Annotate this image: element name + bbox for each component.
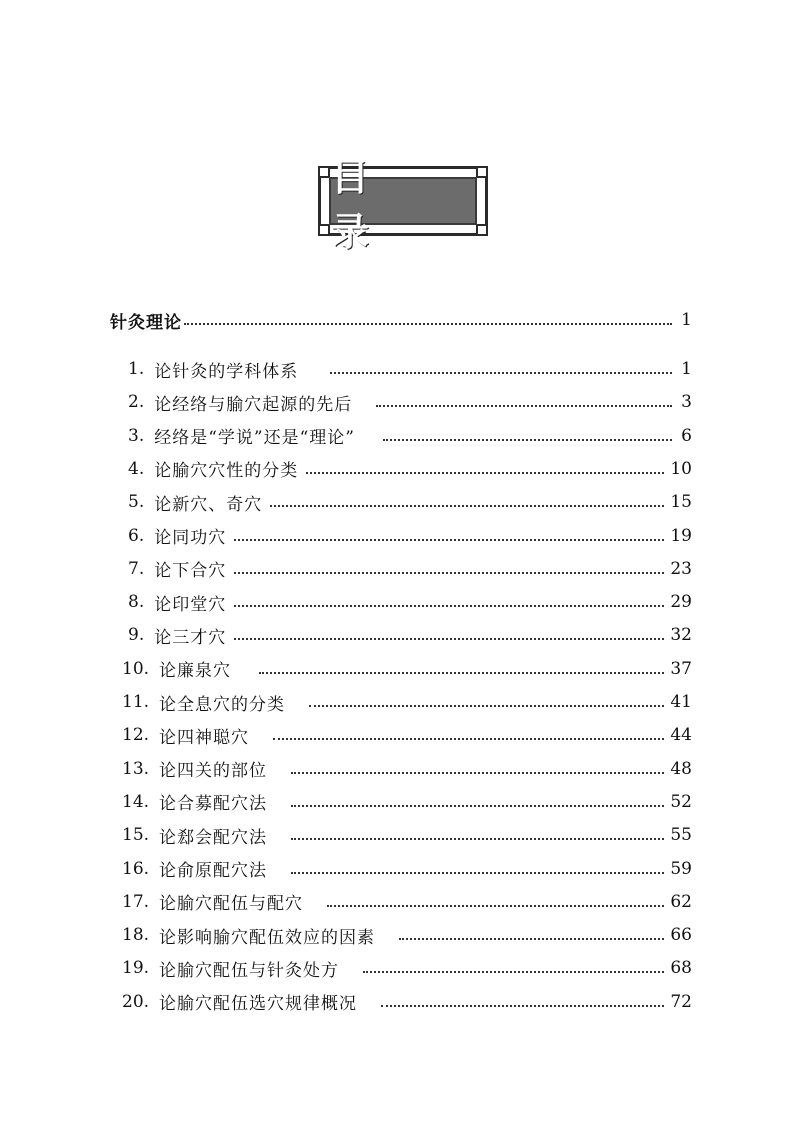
section-title: 针灸理论 <box>110 312 182 333</box>
entry-number: 14. <box>122 791 150 812</box>
entry-number: 12. <box>122 725 150 746</box>
dot-leader <box>309 705 664 707</box>
entry-title: 论经络与腧穴起源的先后 <box>154 394 353 415</box>
dot-leader <box>184 323 672 325</box>
entry-number: 17. <box>122 891 150 912</box>
entry-page-number: 62 <box>670 891 692 912</box>
toc-entry[interactable] <box>122 823 692 847</box>
toc-entry[interactable] <box>128 623 692 647</box>
toc-entry[interactable] <box>128 557 692 581</box>
toc-entry[interactable] <box>122 956 692 980</box>
toc-entry[interactable] <box>122 990 692 1014</box>
dot-leader <box>381 1005 664 1007</box>
entry-page-number: 48 <box>670 758 692 779</box>
section-page-number: 1 <box>681 310 692 330</box>
toc-entry[interactable] <box>128 357 692 381</box>
entry-number: 15. <box>122 825 150 846</box>
entry-page-number: 68 <box>670 958 692 979</box>
toc-entry[interactable] <box>128 424 692 448</box>
entry-title: 论下合穴 <box>154 561 227 582</box>
entry-title: 论合募配穴法 <box>159 794 268 815</box>
entry-title: 论廉泉穴 <box>159 661 232 682</box>
entry-page-number: 23 <box>670 558 692 579</box>
entry-title: 论针灸的学科体系 <box>154 361 299 382</box>
entry-number: 2. <box>128 392 145 413</box>
toc-title-frame <box>318 155 488 254</box>
toc-entry[interactable] <box>122 723 692 747</box>
toc-entry[interactable] <box>128 524 692 548</box>
dot-leader <box>330 372 672 374</box>
entry-title: 论腧穴配伍选穴规律概况 <box>159 994 358 1015</box>
toc-entry[interactable] <box>122 857 692 881</box>
dot-leader <box>376 405 672 407</box>
entry-page-number: 10 <box>670 458 692 479</box>
entry-number: 18. <box>122 925 150 946</box>
dot-leader <box>363 971 664 973</box>
dot-leader <box>327 905 664 907</box>
entry-number: 8. <box>128 592 145 613</box>
toc-entry[interactable] <box>128 490 692 514</box>
entry-number: 6. <box>128 525 145 546</box>
entry-number: 19. <box>122 958 150 979</box>
entry-page-number: 15 <box>670 492 692 513</box>
entry-page-number: 59 <box>670 858 692 879</box>
toc-title-plate <box>329 155 477 254</box>
entry-title: 论郄会配穴法 <box>159 827 268 848</box>
dot-leader <box>291 772 664 774</box>
toc-entry[interactable] <box>122 790 692 814</box>
entry-title: 经络是“学说”还是“理论” <box>154 428 355 449</box>
toc-entry[interactable] <box>122 923 692 947</box>
toc-entry[interactable] <box>122 757 692 781</box>
dot-leader <box>291 838 664 840</box>
entry-page-number: 66 <box>670 925 692 946</box>
frame-corner <box>318 224 330 236</box>
entry-page-number: 32 <box>670 625 692 646</box>
entry-number: 1. <box>128 359 145 379</box>
entry-title: 论全息穴的分类 <box>159 694 286 715</box>
toc-entry[interactable] <box>122 690 692 714</box>
entry-page-number: 19 <box>670 525 692 546</box>
entry-title: 论腧穴配伍与配穴 <box>159 894 304 915</box>
entry-title: 论影响腧穴配伍效应的因素 <box>159 927 376 948</box>
toc-entry[interactable] <box>128 590 692 614</box>
entry-page-number: 1 <box>681 359 692 379</box>
entry-title: 论印堂穴 <box>154 594 227 615</box>
entry-page-number: 72 <box>670 991 692 1012</box>
dot-leader <box>291 872 664 874</box>
entry-number: 4. <box>128 458 145 479</box>
entry-number: 5. <box>128 492 145 513</box>
entry-page-number: 52 <box>670 791 692 812</box>
entry-number: 11. <box>122 692 150 712</box>
dot-leader <box>270 505 664 507</box>
dot-leader <box>234 638 664 640</box>
entry-title: 论俞原配穴法 <box>159 861 268 881</box>
dot-leader <box>234 539 664 541</box>
entry-title: 论新穴、奇穴 <box>154 494 263 515</box>
entry-title: 论三才穴 <box>154 627 227 648</box>
dot-leader <box>291 805 664 807</box>
entry-page-number: 55 <box>670 825 692 846</box>
entry-title: 论四关的部位 <box>159 761 268 782</box>
toc-entry[interactable] <box>122 657 692 681</box>
entry-number: 7. <box>128 558 145 579</box>
dot-leader <box>234 605 664 607</box>
entry-page-number: 44 <box>670 725 692 746</box>
dot-leader <box>306 472 664 474</box>
entry-title: 论同功穴 <box>154 528 227 548</box>
dot-leader <box>273 738 664 740</box>
toc-entry[interactable] <box>128 390 692 414</box>
toc-entry[interactable] <box>128 457 692 481</box>
entry-number: 9. <box>128 625 145 646</box>
entry-page-number: 6 <box>681 425 692 446</box>
entry-number: 13. <box>122 758 150 779</box>
entry-title: 论腧穴穴性的分类 <box>154 461 299 482</box>
entry-number: 20. <box>122 991 150 1012</box>
entry-title: 论四神聪穴 <box>159 727 250 748</box>
dot-leader <box>383 439 672 441</box>
dot-leader <box>399 938 664 940</box>
entry-number: 3. <box>128 425 145 446</box>
dot-leader <box>234 572 664 574</box>
entry-number: 16. <box>122 858 150 879</box>
dot-leader <box>259 672 664 674</box>
entry-page-number: 3 <box>681 392 692 413</box>
entry-number: 10. <box>122 658 150 679</box>
entry-title: 论腧穴配伍与针灸处方 <box>159 960 340 981</box>
entry-page-number: 37 <box>670 658 692 679</box>
entry-page-number: 41 <box>670 692 692 712</box>
toc-entry[interactable] <box>122 890 692 914</box>
toc-title: 目 录 <box>331 155 408 254</box>
toc-section-row[interactable] <box>110 308 692 332</box>
entry-page-number: 29 <box>670 592 692 613</box>
